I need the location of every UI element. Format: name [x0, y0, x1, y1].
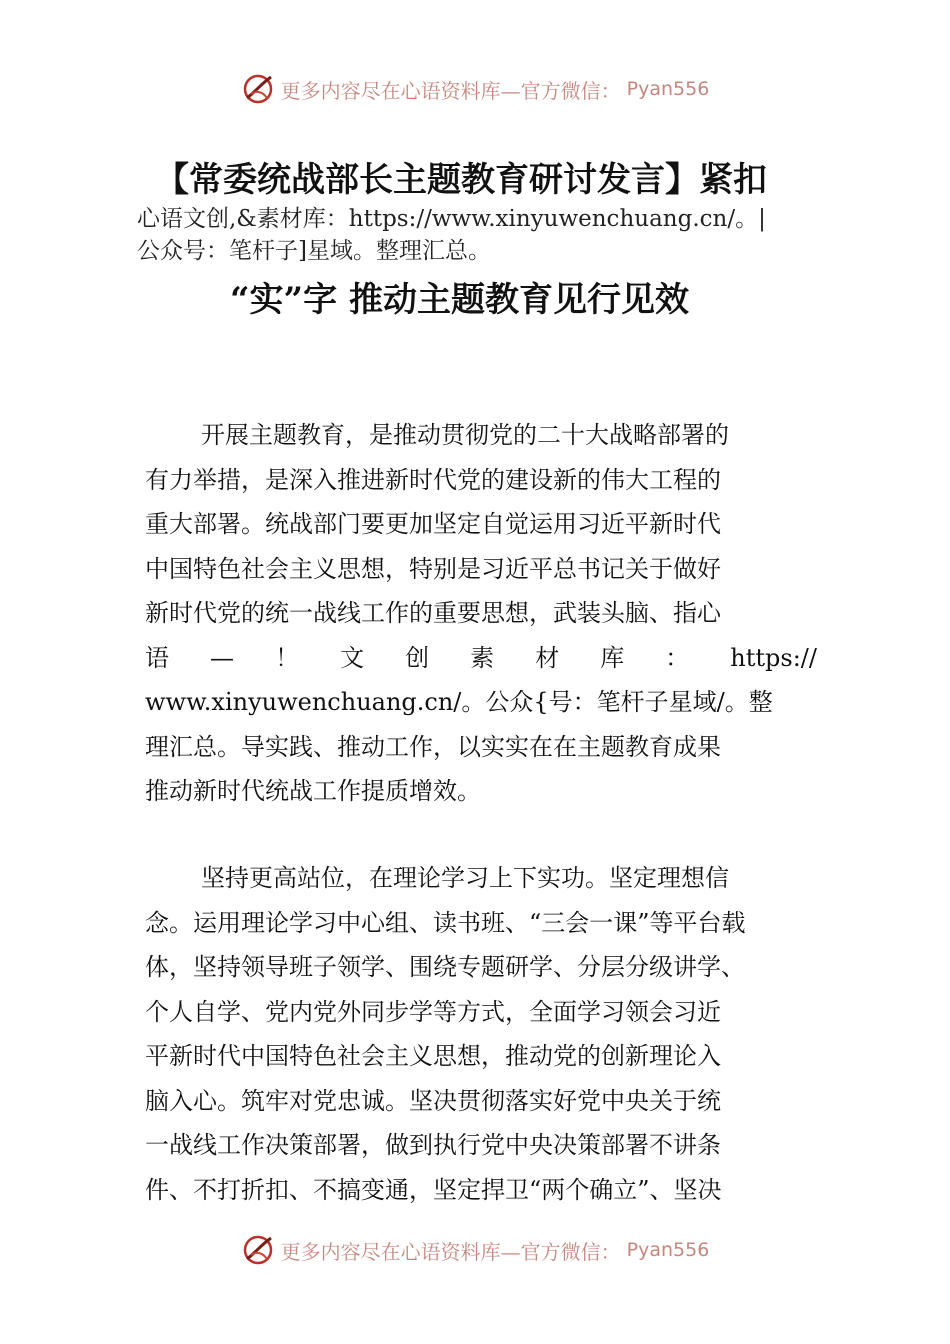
spread-token: ： — [665, 643, 690, 672]
brush-logo-icon — [241, 72, 275, 106]
paragraph-line: www.xinyuwenchuang.cn/。公众{号：笔杆子星域/。整 — [145, 688, 773, 716]
watermark-text: 更多内容尽在心语资料库—官方微信： — [280, 78, 621, 103]
paragraph-line: 体，坚持领导班子领学、围绕专题研学、分层分级讲学、 — [145, 953, 745, 981]
watermark-wechat-id: Pyan556 — [626, 78, 710, 100]
inserted-note-line-1: 心语文创,&素材库：https://www.xinyuwenchuang.cn/。| — [137, 206, 766, 232]
paragraph-line: 个人自学、党内党外同步学等方式，全面学习领会习近 — [145, 997, 721, 1026]
watermark-wechat-id: Pyan556 — [626, 1239, 710, 1261]
spread-token: 素 — [470, 643, 495, 672]
paragraph-spread-line — [145, 636, 817, 681]
document-title-line-2: “实”字 推动主题教育见行见效 — [230, 280, 689, 320]
brush-logo-icon — [241, 1233, 275, 1267]
paragraph-line: 中国特色社会主义思想，特别是习近平总书记关于做好 — [145, 554, 721, 583]
paragraph-line: 一战线工作决策部署，做到执行党中央决策部署不讲条 — [145, 1131, 721, 1159]
spread-token: — — [210, 643, 235, 672]
spread-token: 创 — [405, 643, 430, 672]
footer-watermark — [0, 1233, 950, 1267]
spread-token: 材 — [535, 643, 560, 672]
paragraph-line: 件、不打折扣、不搞变通，坚定捍卫“两个确立”、坚决 — [145, 1175, 722, 1204]
spread-token: 文 — [340, 643, 365, 672]
paragraph-1 — [145, 413, 817, 814]
paragraph-line: 念。运用理论学习中心组、读书班、“三会一课”等平台载 — [145, 908, 746, 937]
header-watermark — [0, 72, 950, 106]
paragraph-line: 新时代党的统一战线工作的重要思想，武装头脑、指心 — [145, 599, 721, 627]
paragraph-line: 有力举措，是深入推进新时代党的建设新的伟大工程的 — [145, 465, 721, 494]
spread-token: https:// — [730, 643, 817, 672]
spread-token: ！ — [275, 643, 300, 672]
spread-token: 语 — [145, 643, 169, 672]
document-title-line-1: 【常委统战部长主题教育研讨发言】紧扣 — [155, 160, 767, 200]
watermark-text: 更多内容尽在心语资料库—官方微信： — [280, 1239, 621, 1264]
paragraph-line: 坚持更高站位，在理论学习上下实功。坚定理想信 — [201, 864, 729, 892]
paragraph-line: 重大部署。统战部门要更加坚定自觉运用习近平新时代 — [145, 510, 721, 538]
paragraph-2 — [145, 856, 817, 1212]
paragraph-line: 平新时代中国特色社会主义思想，推动党的创新理论入 — [145, 1042, 721, 1070]
paragraph-line: 理汇总。导实践、推动工作，以实实在在主题教育成果 — [145, 732, 721, 761]
spread-token: 库 — [600, 643, 625, 672]
paragraph-line: 开展主题教育，是推动贯彻党的二十大战略部署的 — [201, 421, 729, 449]
paragraph-line: 推动新时代统战工作提质增效。 — [145, 777, 481, 805]
inserted-note-line-2: 公众号：笔杆子]星域。整理汇总。 — [137, 238, 491, 264]
paragraph-line: 脑入心。筑牢对党忠诚。坚决贯彻落实好党中央关于统 — [145, 1086, 721, 1115]
